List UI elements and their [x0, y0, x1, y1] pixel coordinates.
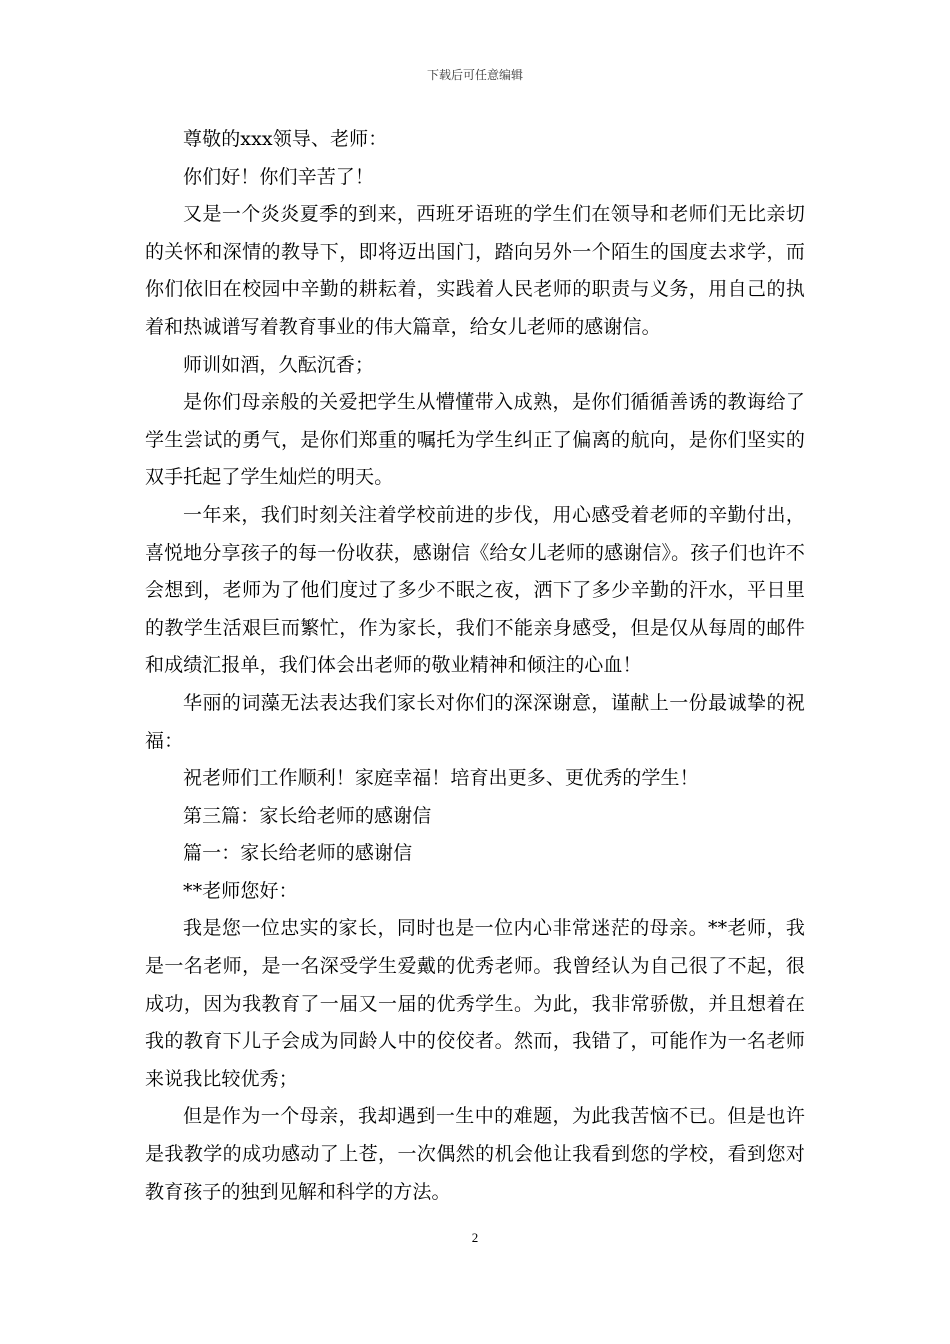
page-header: 下载后可任意编辑	[426, 68, 523, 82]
document-body	[145, 121, 805, 1211]
paragraph: 祝老师们工作顺利！家庭幸福！培育出更多、更优秀的学生！	[183, 767, 699, 790]
paragraph: 师训如酒，久酝沉香；	[183, 353, 375, 376]
paragraph-salutation: 尊敬的xxx领导、老师：	[183, 128, 388, 150]
paragraph: 华丽的词藻无法表达我们家长对你们的深深谢意，谨献上一份最诚挚的祝福：	[145, 691, 805, 752]
paragraph: 但是作为一个母亲，我却遇到一生中的难题，为此我苦恼不已。但是也许是我教学的成功感动了上苍，一次偶然的机会他让我看到您的学校，看到您对教育孩子的独到见解和科学的方法。	[145, 1105, 805, 1203]
paragraph: 一年来，我们时刻关注着学校前进的步伐，用心感受着老师的辛勤付出，喜悦地分享孩子的每一份收获，感谢信《给女儿老师的感谢信》。孩子们也许不会想到，老师为了他们度过了多少不眠之夜，洒下了多少辛勤的汗水，平日里的教学生活艰巨而繁忙，作为家长，我们不能亲身感受，但是仅从每周的邮件和成绩汇报单，我们体会出老师的敬业精神和倾注的心血！	[145, 503, 805, 677]
paragraph-salutation: **老师您好：	[183, 879, 298, 902]
paragraph: 是你们母亲般的关爱把学生从懵懂带入成熟，是你们循循善诱的教诲给了学生尝试的勇气，是你们郑重的嘱托为学生纠正了偏离的航向，是你们坚实的双手托起了学生灿烂的明天。	[145, 391, 805, 489]
paragraph-greeting: 你们好！你们辛苦了！	[183, 165, 375, 188]
section-heading: 第三篇：家长给老师的感谢信	[183, 804, 432, 827]
section-subheading: 篇一：家长给老师的感谢信	[183, 842, 413, 865]
paragraph: 又是一个炎炎夏季的到来，西班牙语班的学生们在领导和老师们无比亲切的关怀和深情的教导下，即将迈出国门，踏向另外一个陌生的国度去求学，而你们依旧在校园中辛勤的耕耘着，实践着人民老师的职责与义务，用自己的执着和热诚谱写着教育事业的伟大篇章，给女儿老师的感谢信。	[145, 203, 805, 338]
page-number: 2	[471, 1230, 479, 1245]
paragraph: 我是您一位忠实的家长，同时也是一位内心非常迷茫的母亲。**老师，我是一名老师，是一名深受学生爱戴的优秀老师。我曾经认为自己很了不起，很成功，因为我教育了一届又一届的优秀学生。为此，我非常骄傲，并且想着在我的教育下儿子会成为同龄人中的佼佼者。然而，我错了，可能作为一名老师来说我比较优秀；	[145, 917, 805, 1090]
